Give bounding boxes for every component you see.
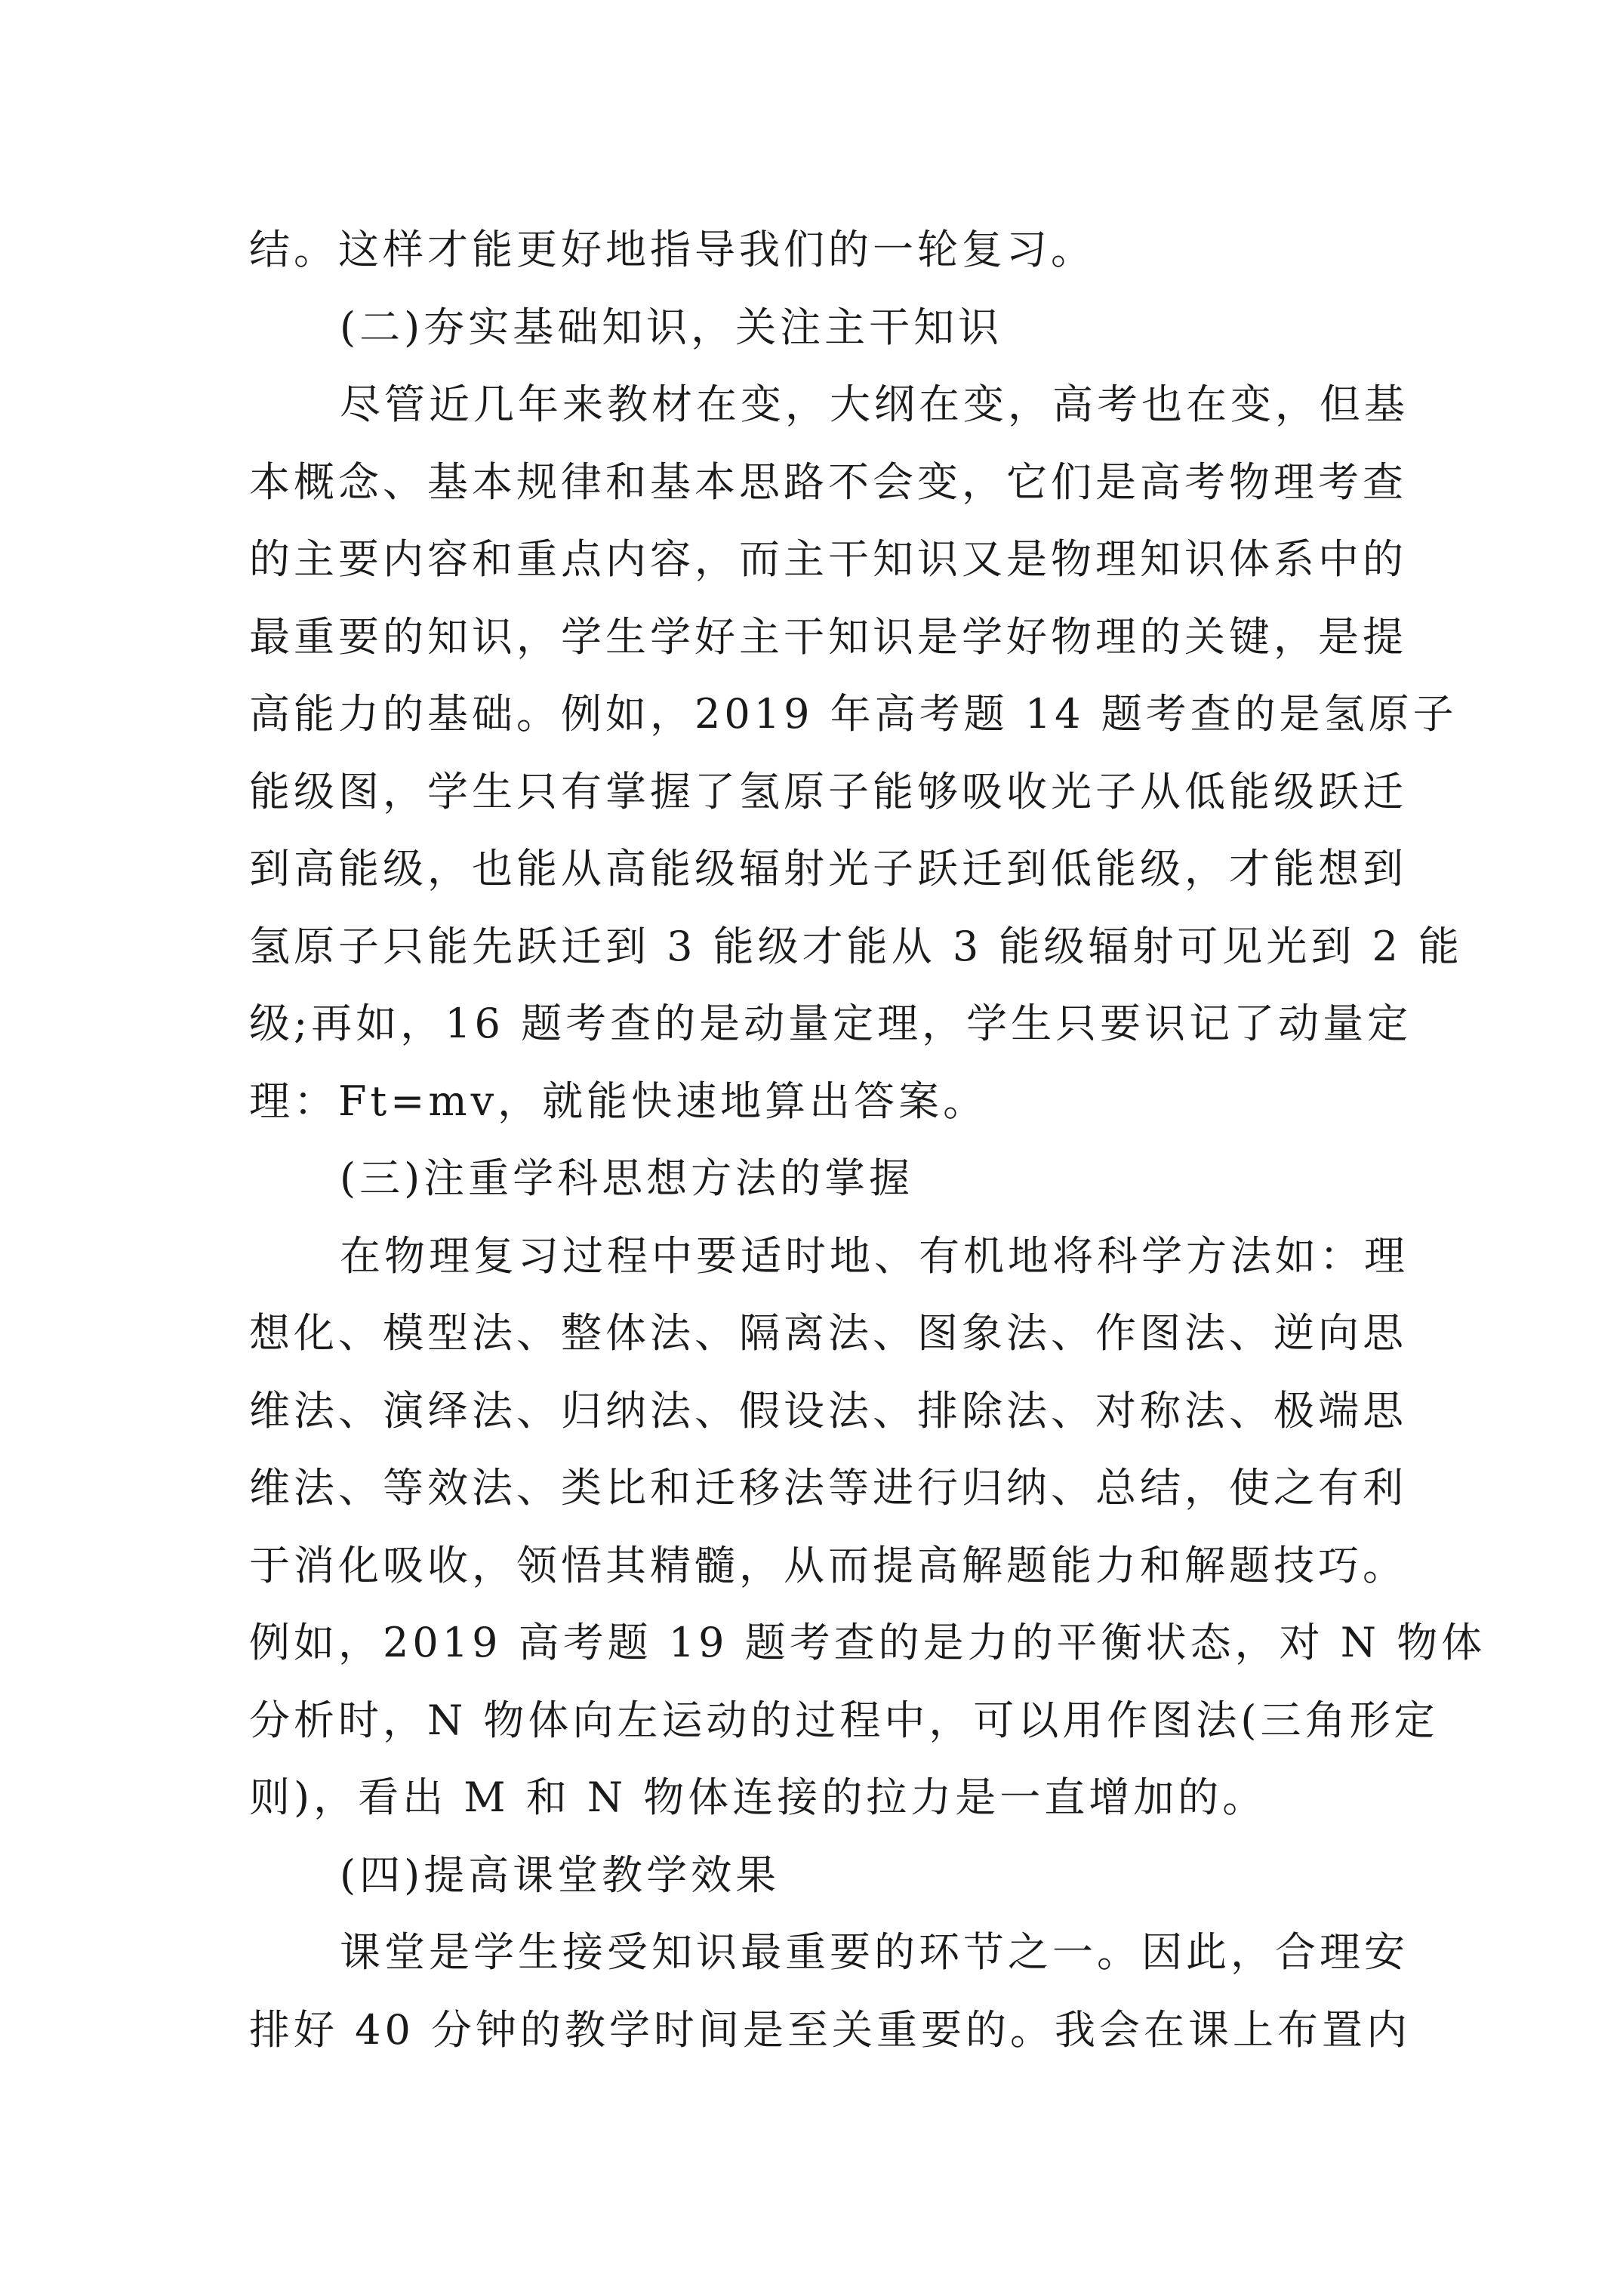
text-line: 课堂是学生接受知识最重要的环节之一。因此，合理安 xyxy=(340,1928,1409,1976)
text-line: 则)，看出 M 和 N 物体连接的拉力是一直增加的。 xyxy=(249,1774,1267,1821)
text-line: 在物理复习过程中要适时地、有机地将科学方法如：理 xyxy=(340,1231,1409,1280)
text-line: 想化、模型法、整体法、隔离法、图象法、作图法、逆向思 xyxy=(249,1309,1407,1357)
text-line: 结。这样才能更好地指导我们的一轮复习。 xyxy=(249,226,1095,273)
text-line: 高能力的基础。例如，2019 年高考题 14 题考查的是氢原子 xyxy=(249,690,1458,738)
document-body xyxy=(249,211,1486,2069)
text-line: 于消化吸收，领悟其精髓，从而提高解题能力和解题技巧。 xyxy=(249,1541,1407,1589)
text-line: 到高能级，也能从高能级辐射光子跃迁到低能级，才能想到 xyxy=(249,845,1407,892)
text-line: 能级图，学生只有掌握了氢原子能够吸收光子从低能级跃迁 xyxy=(249,767,1407,815)
text-line: 尽管近几年来教材在变，大纲在变，高考也在变，但基 xyxy=(340,381,1409,428)
text-line: 级;再如，16 题考查的是动量定理，学生只要识记了动量定 xyxy=(249,1000,1412,1047)
section-heading: (三)注重学科思想方法的掌握 xyxy=(340,1154,914,1202)
text-line: 例如，2019 高考题 19 题考查的是力的平衡状态，对 N 物体 xyxy=(249,1619,1486,1666)
section-heading: (二)夯实基础知识，关注主干知识 xyxy=(340,303,1003,351)
text-line: 最重要的知识，学生学好主干知识是学好物理的关键，是提 xyxy=(249,612,1407,661)
text-line: 理：Ft=mv，就能快速地算出答案。 xyxy=(249,1077,988,1125)
section-heading: (四)提高课堂教学效果 xyxy=(340,1851,781,1899)
text-line: 的主要内容和重点内容，而主干知识又是物理知识体系中的 xyxy=(249,535,1407,583)
text-line: 本概念、基本规律和基本思路不会变，它们是高考物理考查 xyxy=(249,458,1407,506)
text-line: 维法、等效法、类比和迁移法等进行归纳、总结，使之有利 xyxy=(249,1464,1407,1512)
text-line: 排好 40 分钟的教学时间是至关重要的。我会在课上布置内 xyxy=(249,2005,1412,2054)
text-line: 分析时，N 物体向左运动的过程中，可以用作图法(三角形定 xyxy=(249,1696,1439,1744)
text-line: 氢原子只能先跃迁到 3 能级才能从 3 能级辐射可见光到 2 能 xyxy=(249,922,1464,970)
text-line: 维法、演绎法、归纳法、假设法、排除法、对称法、极端思 xyxy=(249,1386,1407,1435)
